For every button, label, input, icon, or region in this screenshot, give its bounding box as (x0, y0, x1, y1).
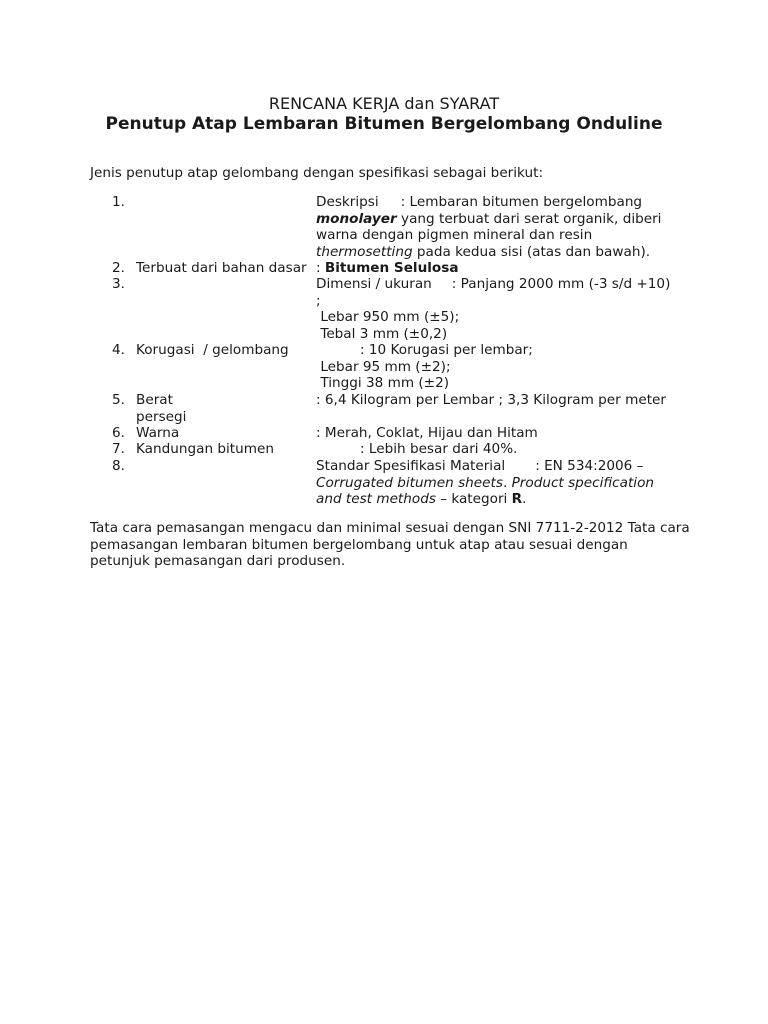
value-text: Tebal 3 mm (±0,2) (316, 325, 448, 342)
item-value (316, 342, 686, 392)
value-text: – kategori (435, 491, 512, 507)
item-label: Berat persegi (136, 392, 187, 425)
document-title: RENCANA KERJA dan SYARAT (268, 94, 500, 113)
item-value (316, 194, 686, 260)
item-label: Warna (136, 425, 180, 441)
item-value: : Lebih besar dari 40%. (360, 441, 518, 457)
item-number: 5. (112, 392, 125, 408)
value-text: Tinggi 38 mm (±2) (316, 375, 450, 391)
item-number: 6. (112, 425, 125, 441)
item-value: : 6,4 Kilogram per Lembar ; 3,3 Kilogram per meter (316, 392, 666, 408)
item-label: Korugasi / gelombang (136, 342, 289, 358)
value-label: Dimensi / ukuran (316, 276, 432, 292)
item-number: 3. (112, 276, 125, 292)
value-text: Lebar 95 mm (±2); (316, 358, 451, 375)
value-text: Lebar 950 mm (±5); (316, 309, 460, 325)
value-text: . (522, 491, 527, 507)
value-emphasis: R (511, 491, 523, 507)
item-value (316, 458, 686, 508)
value-text: . (502, 474, 512, 491)
item-number: 8. (112, 458, 125, 474)
value-text: warna dengan pigmen mineral dan resin (316, 227, 593, 243)
item-number: 7. (112, 441, 125, 457)
item-label: Kandungan bitumen (136, 441, 274, 457)
intro-paragraph: Jenis penutup atap gelombang dengan spesifikasi sebagai berikut: (90, 165, 544, 181)
value-text: : 10 Korugasi per lembar; (360, 342, 533, 358)
item-number: 4. (112, 342, 125, 358)
item-value: : Merah, Coklat, Hijau dan Hitam (316, 425, 538, 441)
document-subtitle: Penutup Atap Lembaran Bitumen Bergelombang Onduline (105, 114, 663, 134)
value-emphasis: thermosetting (316, 243, 413, 260)
item-number: 2. (112, 260, 125, 276)
value-emphasis: Product specification (511, 474, 655, 491)
value-text: yang terbuat dari serat organik, diberi (396, 210, 662, 227)
value-emphasis: and test methods (316, 491, 436, 507)
value-label: Standar Spesifikasi Material (316, 458, 506, 474)
closing-paragraph: Tata cara pemasangan mengacu dan minimal sesuai dengan SNI 7711-2-2012 Tata cara pemasangan lembaran bitumen bergelombang untuk atap atau sesuai dengan petunjuk pemasangan dari produsen. (90, 520, 690, 569)
value-text: : Panjang 2000 mm (-3 s/d +10) (451, 276, 671, 292)
value-text: : (316, 260, 325, 276)
value-text: : Lembaran bitumen bergelombang (400, 194, 643, 210)
value-emphasis: monolayer (316, 210, 397, 227)
item-number: 1. (112, 194, 125, 210)
item-label: Terbuat dari bahan dasar (136, 260, 307, 276)
value-text: pada kedua sisi (atas dan bawah). (412, 243, 651, 260)
value-label: Deskripsi (316, 194, 379, 210)
item-value (316, 276, 686, 342)
value-text: ; (316, 292, 321, 309)
value-emphasis: Corrugated bitumen sheets (316, 474, 503, 491)
value-text: : EN 534:2006 – (535, 458, 644, 474)
item-value (316, 260, 686, 277)
value-emphasis: Bitumen Selulosa (324, 260, 459, 276)
